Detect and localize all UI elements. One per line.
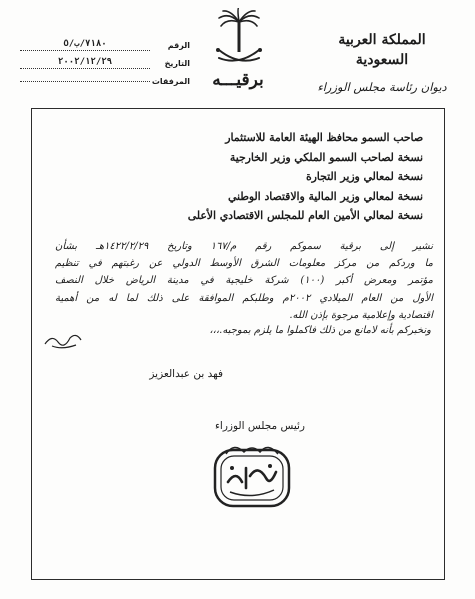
kingdom-name: المملكة العربية السعودية [338, 32, 426, 68]
field-label: التاريخ [164, 58, 190, 68]
field-value: ٧١٨٠/ب/٥ [20, 39, 150, 51]
document-type-title: برقيـــه [212, 70, 264, 90]
official-stamp-icon [212, 442, 292, 510]
addressee-line: نسخة لمعالي الأمين العام للمجلس الاقتصادي الأعلى [187, 209, 423, 222]
field-number [20, 38, 190, 52]
palm-swords-emblem-icon [213, 8, 265, 70]
body-line: الأول من العام الميلادي ٢٠٠٢م وطلبكم الموافقة على ذلك لما له من أهمية [55, 292, 433, 304]
closing-line: ونخبركم بأنه لامانع من ذلك فاكملوا ما يلزم بموجبه.،،، [209, 325, 431, 336]
addressee-list [63, 128, 423, 226]
addressee-line: نسخة لمعالي وزير التجارة [305, 170, 423, 183]
signer-title: رئيس مجلس الوزراء [214, 420, 305, 432]
office-name: ديوان رئاسة مجلس الوزراء [317, 80, 447, 94]
body-line: نشير إلى برقية سموكم رقم م/١٦٧ وتاريخ ١٤٢٢/٢/٢٩هـ بشأن [55, 241, 433, 252]
field-date [20, 56, 190, 70]
addressee-line: نسخة لمعالي وزير المالية والاقتصاد الوطني [227, 189, 423, 203]
body-line: اقتصادية وإعلامية مرجوة بإذن الله. [289, 309, 433, 321]
handwritten-initial-icon [42, 328, 84, 350]
field-label: المرفقات [151, 76, 190, 86]
field-value: ٢٠٠٢/١٢/٢٩ [20, 57, 150, 69]
addressee-line: نسخة لصاحب السمو الملكي وزير الخارجية [229, 150, 423, 164]
field-value [20, 80, 150, 82]
body-line: مؤتمر ومعرض أكبر (١٠٠) شركة خليجية في مدينة الرياض خلال النصف [55, 275, 433, 287]
field-label: الرقم [167, 40, 190, 50]
field-attachments [20, 74, 190, 88]
body-line: ما وردكم من مركز معلومات الشرق الأوسط الدولي عن رغبتهم في تنظيم [55, 258, 433, 270]
addressee-line: صاحب السمو محافظ الهيئة العامة للاستثمار [225, 131, 423, 144]
signer-name: فهد بن عبدالعزيز [149, 368, 223, 380]
letter-body [55, 238, 433, 324]
letterhead-right [317, 30, 447, 94]
reference-fields [20, 38, 190, 92]
